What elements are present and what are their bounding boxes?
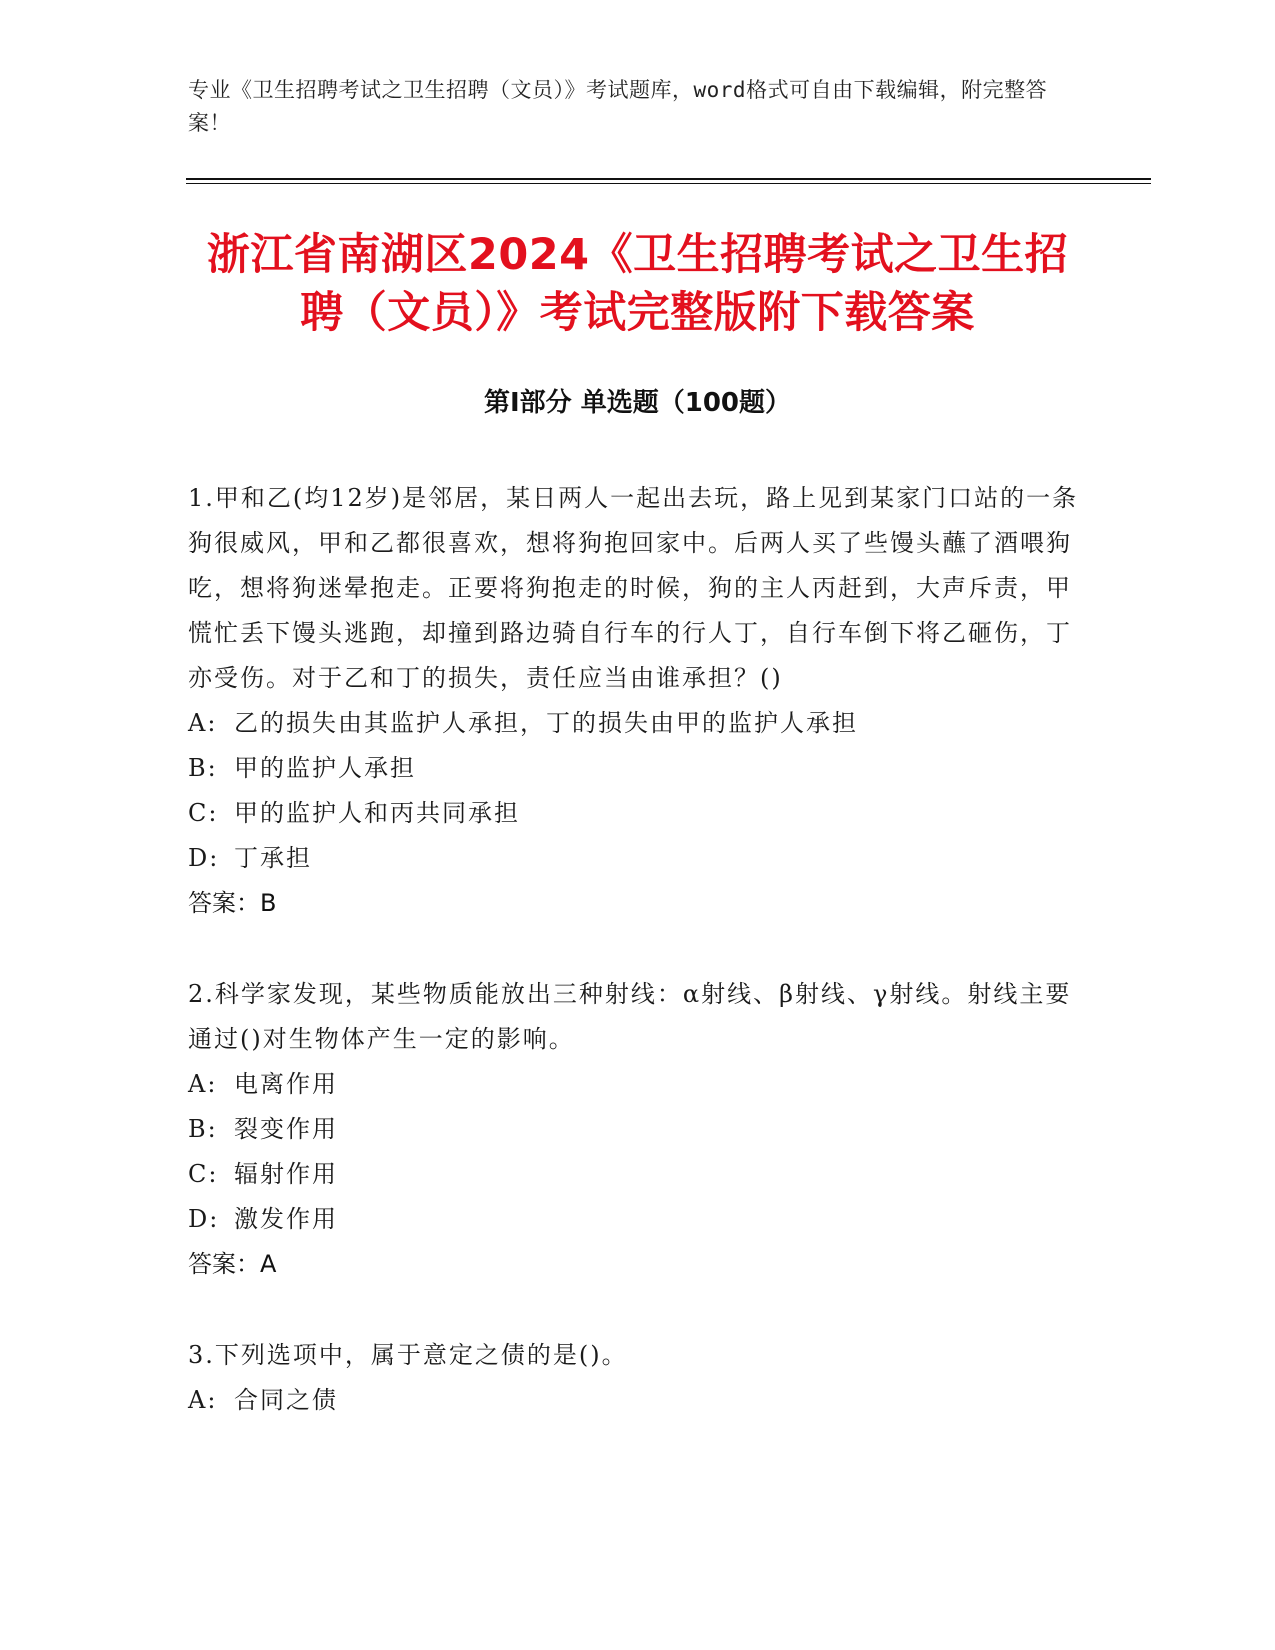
option-a xyxy=(188,701,1083,746)
option-key: A: xyxy=(188,1386,218,1414)
answer-value: A xyxy=(260,1250,277,1278)
option-key: D: xyxy=(188,844,220,872)
question-list xyxy=(188,476,1083,1423)
section-title: 第Ⅰ部分 单选题（100题） xyxy=(484,388,791,418)
option-a xyxy=(188,1378,1083,1423)
option-text: 丁承担 xyxy=(234,844,312,872)
option-b xyxy=(188,746,1083,791)
option-key: B: xyxy=(188,1115,218,1143)
question-stem: 3.下列选项中，属于意定之债的是()。 xyxy=(188,1341,628,1369)
question-1 xyxy=(188,476,1083,926)
option-d xyxy=(188,836,1083,881)
document-title xyxy=(150,226,1125,342)
answer-value: B xyxy=(260,889,277,917)
option-text: 合同之债 xyxy=(234,1386,338,1414)
option-a xyxy=(188,1062,1083,1107)
option-key: D: xyxy=(188,1205,220,1233)
option-key: A: xyxy=(188,1070,218,1098)
option-key: C: xyxy=(188,799,219,827)
answer-line xyxy=(188,1242,1083,1287)
option-text: 激发作用 xyxy=(234,1205,338,1233)
question-stem: 1.甲和乙(均12岁)是邻居，某日两人一起出去玩，路上见到某家门口站的一条狗很威风，甲和乙都很喜欢，想将狗抱回家中。后两人买了些馒头蘸了酒喂狗吃，想将狗迷晕抱走。正要将狗抱走的时候，狗的主人丙赶到，大声斥责，甲慌忙丢下馒头逃跑，却撞到路边骑自行车的行人丁，自行车倒下将乙砸伤，丁亦受伤。对于乙和丁的损失，责任应当由谁承担？() xyxy=(188,484,1079,692)
option-c xyxy=(188,791,1083,836)
question-spacer xyxy=(188,1287,1083,1333)
document-title-line-2: 聘（文员）》考试完整版附下载答案 xyxy=(300,288,975,338)
option-text: 乙的损失由其监护人承担，丁的损失由甲的监护人承担 xyxy=(234,709,858,737)
option-key: C: xyxy=(188,1160,219,1188)
option-key: A: xyxy=(188,709,218,737)
option-text: 辐射作用 xyxy=(234,1160,338,1188)
option-text: 甲的监护人和丙共同承担 xyxy=(234,799,520,827)
option-d xyxy=(188,1197,1083,1242)
question-stem: 2.科学家发现，某些物质能放出三种射线：α射线、β射线、γ射线。射线主要通过()对生物体产生一定的影响。 xyxy=(188,980,1072,1053)
option-key: B: xyxy=(188,754,218,782)
answer-label: 答案： xyxy=(188,1250,260,1278)
header-rule-thin xyxy=(186,183,1151,184)
question-spacer xyxy=(188,926,1083,972)
option-c xyxy=(188,1152,1083,1197)
option-text: 电离作用 xyxy=(234,1070,338,1098)
option-text: 甲的监护人承担 xyxy=(234,754,416,782)
document-title-line-1: 浙江省南湖区2024《卫生招聘考试之卫生招 xyxy=(206,230,1069,280)
answer-line xyxy=(188,881,1083,926)
header-note: 专业《卫生招聘考试之卫生招聘（文员）》考试题库，word格式可自由下载编辑，附完整答案！ xyxy=(188,78,1048,135)
header-rule-thick xyxy=(186,178,1151,180)
question-2 xyxy=(188,972,1083,1287)
option-b xyxy=(188,1107,1083,1152)
question-3 xyxy=(188,1333,1083,1423)
option-text: 裂变作用 xyxy=(234,1115,338,1143)
answer-label: 答案： xyxy=(188,889,260,917)
